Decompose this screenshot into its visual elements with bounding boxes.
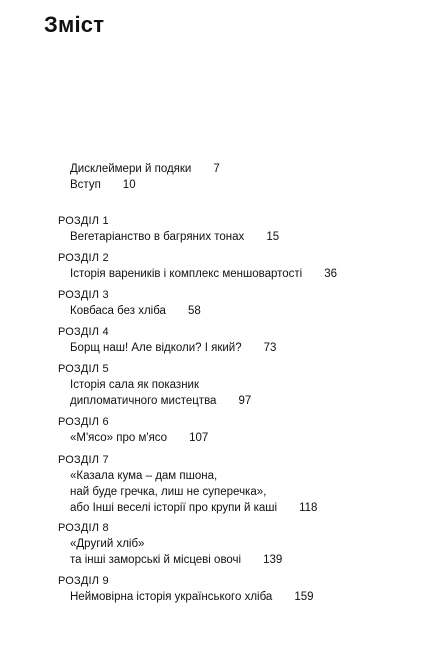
chapter-label: РОЗДІЛ 6 <box>58 416 109 428</box>
toc-entry-page: 15 <box>266 231 280 243</box>
toc-entry-chapter-7-line-2[interactable]: най буде гречка, лиш не суперечка», <box>70 486 267 498</box>
chapter-label: РОЗДІЛ 3 <box>58 289 109 301</box>
toc-entry-title: Дисклеймери й подяки <box>70 163 192 175</box>
chapter-label: РОЗДІЛ 5 <box>58 363 109 375</box>
toc-entry-page: 10 <box>122 179 136 191</box>
toc-entry-title: Історія вареників і комплекс меншовартості <box>70 268 303 280</box>
toc-entry-chapter-7[interactable] <box>70 500 317 516</box>
toc-entry-chapter-5[interactable] <box>70 393 251 409</box>
toc-entry-page: 139 <box>263 554 283 566</box>
toc-entry-chapter-7-line-1[interactable]: «Казала кума – дам пшона, <box>70 470 218 482</box>
chapter-label: РОЗДІЛ 8 <box>58 522 109 534</box>
toc-entry-intro[interactable] <box>70 177 136 193</box>
toc-entry-title: Вступ <box>70 179 101 191</box>
toc-entry-title: «М'ясо» про м'ясо <box>70 432 168 444</box>
chapter-label: РОЗДІЛ 9 <box>58 575 109 587</box>
toc-entry-disclaimers[interactable] <box>70 161 220 177</box>
toc-entry-page: 159 <box>294 591 314 603</box>
chapter-label: РОЗДІЛ 7 <box>58 454 109 466</box>
toc-entry-title: Ковбаса без хліба <box>70 305 166 317</box>
toc-entry-page: 58 <box>187 305 201 317</box>
toc-entry-page: 7 <box>213 163 220 175</box>
toc-entry-page: 97 <box>238 395 252 407</box>
toc-entry-title: Вегетаріанство в багряних тонах <box>70 231 245 243</box>
toc-entry-chapter-2[interactable] <box>70 266 337 282</box>
toc-entry-chapter-9[interactable] <box>70 589 314 605</box>
chapter-label: РОЗДІЛ 1 <box>58 215 109 227</box>
chapter-label: РОЗДІЛ 4 <box>58 326 109 338</box>
toc-entry-chapter-6[interactable] <box>70 430 208 446</box>
toc-entry-page: 118 <box>299 502 318 514</box>
toc-entry-chapter-3[interactable] <box>70 303 201 319</box>
toc-entry-title: дипломатичного мистецтва <box>70 395 217 407</box>
page-title: Зміст <box>44 12 105 37</box>
toc-entry-page: 36 <box>324 268 338 280</box>
toc-entry-chapter-4[interactable] <box>70 340 276 356</box>
toc-entry-chapter-1[interactable] <box>70 229 279 245</box>
toc-entry-page: 73 <box>263 342 277 354</box>
toc-entry-title: або Інші веселі історії про крупи й каші <box>70 502 278 514</box>
toc-entry-chapter-8-line-1[interactable]: «Другий хліб» <box>70 538 145 550</box>
chapter-label: РОЗДІЛ 2 <box>58 252 109 264</box>
toc-entry-title: та інші заморські й місцеві овочі <box>70 554 242 566</box>
toc-entry-page: 107 <box>189 432 209 444</box>
toc-entry-chapter-8[interactable] <box>70 552 282 568</box>
toc-entry-chapter-5-line-1[interactable]: Історія сала як показник <box>70 379 200 391</box>
toc-entry-title: Борщ наш! Але відколи? І який? <box>70 342 242 354</box>
toc-entry-title: Неймовірна історія українського хліба <box>70 591 273 603</box>
